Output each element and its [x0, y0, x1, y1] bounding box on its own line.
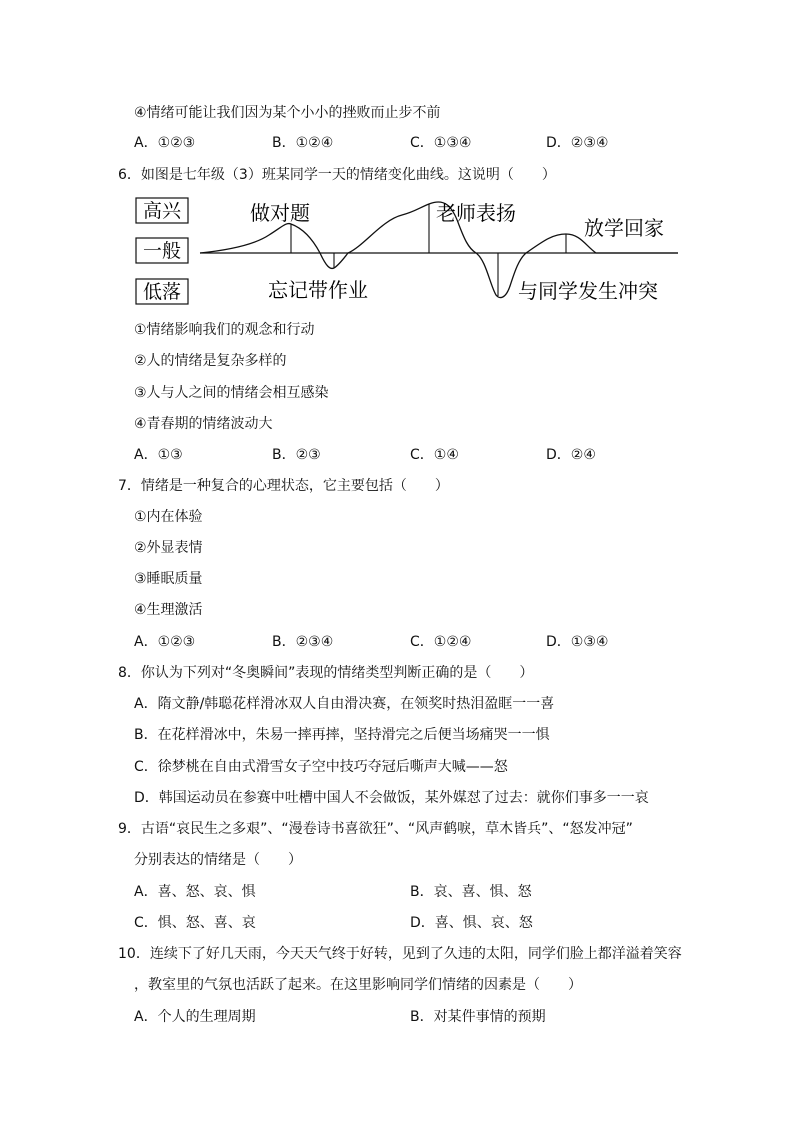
event-label-conflict: 与同学发生冲突: [518, 279, 658, 303]
q9-stem-line-1: 9．古语“哀民生之多艰”、“漫卷诗书喜欲狂”、“风声鹤唳，草木皆兵”、“怒发冲冠”: [118, 821, 633, 837]
q6-option-a: A．①③: [134, 447, 183, 463]
q7-statement-4: ④生理激活: [134, 602, 203, 618]
q9-option-a: A．喜、怒、哀、惧: [134, 884, 256, 900]
q9-option-b: B．哀、喜、惧、怒: [410, 884, 532, 900]
event-label-teacher-praise: 老师表扬: [436, 201, 516, 225]
emotion-curve-svg: [134, 190, 682, 310]
q5-statement-4: ④情绪可能让我们因为某个小小的挫败而止步不前: [134, 105, 441, 121]
q8-option-a: A．隋文静/韩聪花样滑冰双人自由滑决赛，在领奖时热泪盈眶一一喜: [134, 696, 555, 712]
q6-option-b: B．②③: [272, 447, 321, 463]
q5-option-d: D．②③④: [546, 135, 609, 151]
q7-statement-2: ②外显表情: [134, 540, 203, 556]
q6-statement-1: ①情绪影响我们的观念和行动: [134, 322, 315, 338]
q7-option-b: B．②③④: [272, 634, 334, 650]
emotion-curve-figure: [134, 190, 682, 310]
q7-statement-1: ①内在体验: [134, 509, 203, 525]
q10-stem-line-2: ，教室里的气氛也活跃了起来。在这里影响同学们情绪的因素是（ ）: [134, 977, 582, 993]
q6-option-d: D．②④: [546, 447, 596, 463]
q10-stem-line-1: 10．连续下了好几天雨，今天天气终于好转，见到了久违的太阳，同学们脸上都洋溢着笑容: [118, 946, 682, 962]
level-label-normal: 一般: [142, 240, 182, 262]
q5-option-c: C．①③④: [410, 135, 472, 151]
q7-option-c: C．①②④: [410, 634, 472, 650]
q5-option-a: A．①②③: [134, 135, 196, 151]
q6-option-c: C．①④: [410, 447, 459, 463]
event-label-forgot-homework: 忘记带作业: [268, 278, 368, 302]
q6-statement-4: ④青春期的情绪波动大: [134, 416, 273, 432]
q9-option-c: C．惧、怒、喜、哀: [134, 915, 256, 931]
q6-stem: 6．如图是七年级（3）班某同学一天的情绪变化曲线。这说明（ ）: [118, 167, 556, 183]
event-label-correct-answer: 做对题: [250, 201, 310, 225]
q7-stem: 7．情绪是一种复合的心理状态，它主要包括（ ）: [118, 478, 449, 494]
q8-option-c: C．徐梦桃在自由式滑雪女子空中技巧夺冠后嘶声大喊——怒: [134, 759, 508, 775]
level-label-low: 低落: [142, 281, 182, 303]
q7-statement-3: ③睡眠质量: [134, 571, 203, 587]
q7-option-d: D．①③④: [546, 634, 609, 650]
q8-option-b: B．在花样滑冰中，朱易一摔再摔，坚持滑完之后便当场痛哭一一惧: [134, 727, 550, 743]
q8-stem: 8．你认为下列对“冬奥瞬间”表现的情绪类型判断正确的是（ ）: [118, 665, 534, 681]
event-label-go-home: 放学回家: [584, 216, 664, 240]
q5-option-b: B．①②④: [272, 135, 334, 151]
q6-statement-2: ②人的情绪是复杂多样的: [134, 353, 287, 369]
q10-option-a: A．个人的生理周期: [134, 1009, 256, 1025]
q7-option-a: A．①②③: [134, 634, 196, 650]
q6-statement-3: ③人与人之间的情绪会相互感染: [134, 385, 329, 401]
q8-option-d: D．韩国运动员在参赛中吐槽中国人不会做饭，某外媒怼了过去：就你们事多一一哀: [134, 790, 649, 806]
q9-stem-line-2: 分别表达的情绪是（ ）: [134, 852, 302, 868]
q10-option-b: B．对某件事情的预期: [410, 1009, 546, 1025]
q9-option-d: D．喜、惧、哀、怒: [410, 915, 533, 931]
level-label-high: 高兴: [142, 200, 182, 222]
